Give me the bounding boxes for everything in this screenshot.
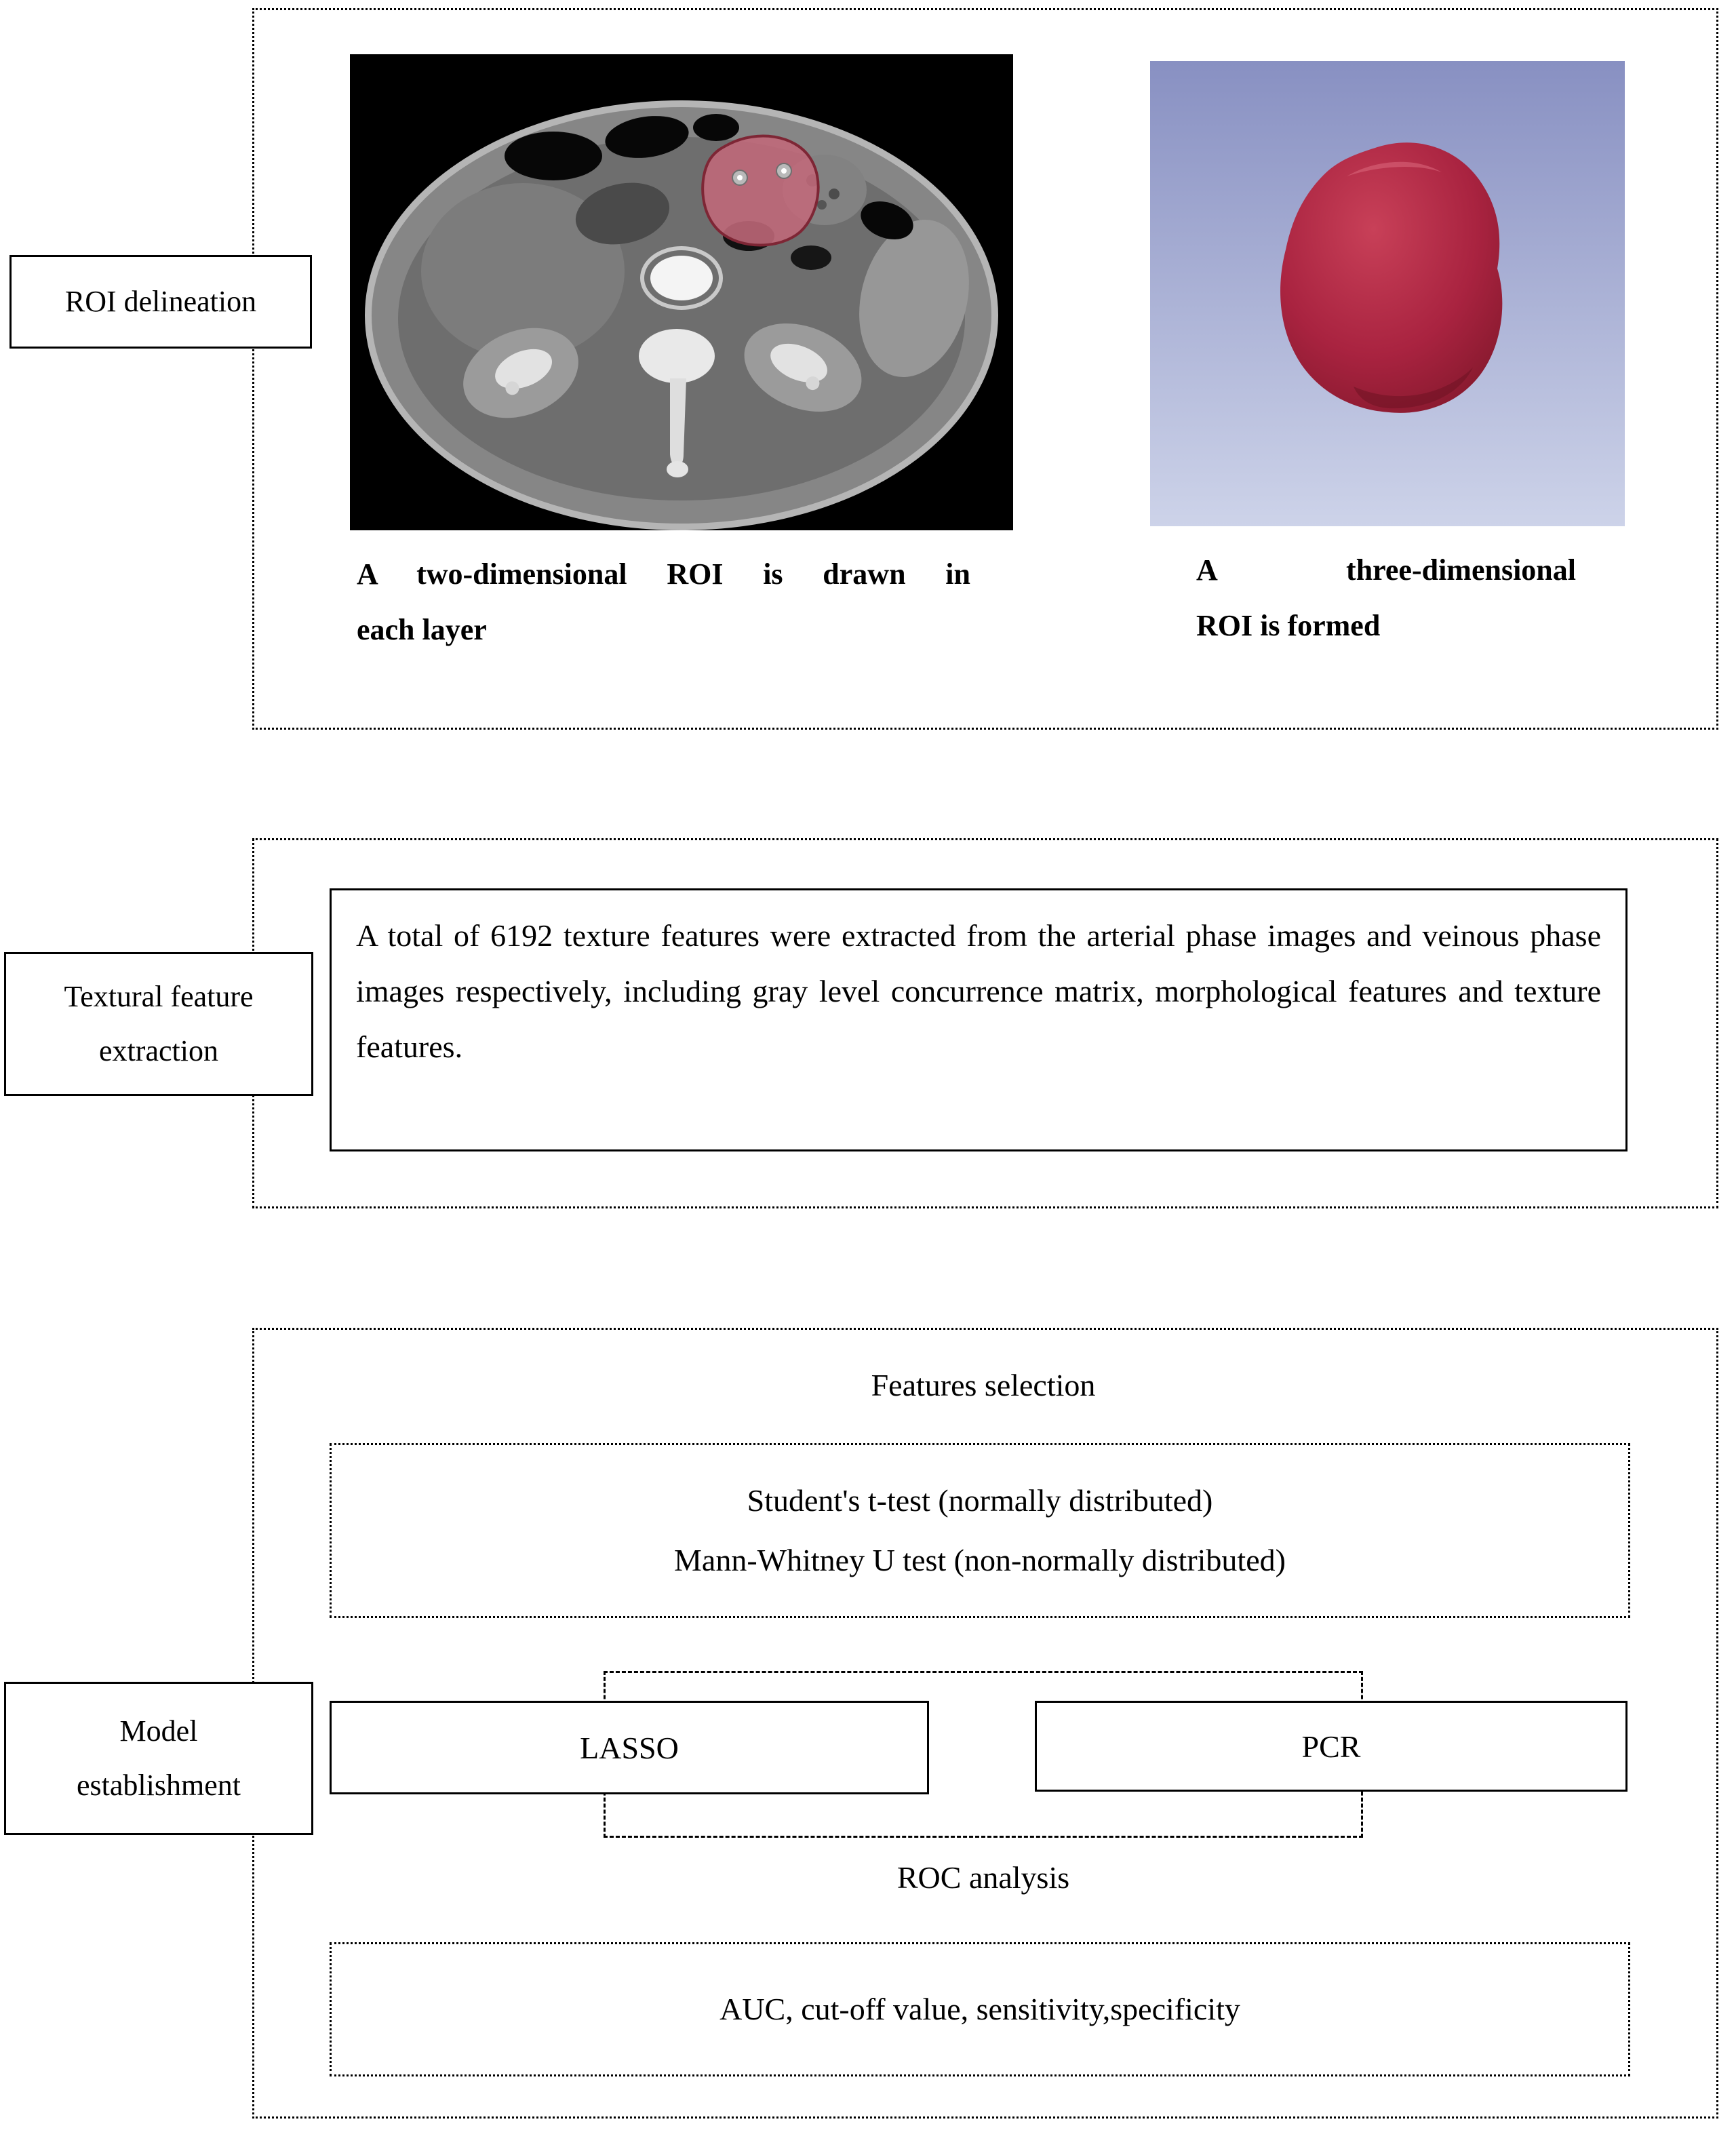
roi-2d-overlay	[703, 136, 818, 245]
texture-extraction-label-box	[4, 952, 313, 1096]
caption-2d	[357, 547, 970, 658]
lasso-label: LASSO	[580, 1730, 679, 1765]
caption-3d-line1: A three-dimensional	[1196, 553, 1576, 587]
roc-analysis-title: ROC analysis	[896, 1860, 1070, 1895]
roi-3d-image	[1150, 61, 1625, 526]
caption-2d-line1: A two-dimensional ROI is drawn in	[357, 557, 970, 591]
model-establishment-label-box	[4, 1682, 313, 1835]
metrics-box	[330, 1942, 1630, 2076]
statistical-tests-box	[330, 1443, 1630, 1618]
ct-axial-image	[350, 54, 1013, 530]
caption-2d-line2: each layer	[357, 613, 487, 646]
pcr-label: PCR	[1301, 1729, 1361, 1764]
texture-label-line2: extraction	[99, 1034, 218, 1067]
roi-3d-svg	[1150, 61, 1625, 526]
pcr-box	[1035, 1701, 1628, 1792]
texture-label-line1: Textural feature	[64, 980, 254, 1013]
texture-description-text: A total of 6192 texture features were extracted from the arterial phase images and veinous phase images respectively, including gray level concurrence matrix, morphological features and texture features.	[356, 918, 1601, 1064]
features-selection-title: Features selection	[871, 1368, 1096, 1402]
lasso-box	[330, 1701, 929, 1794]
caption-3d-line2: ROI is formed	[1196, 609, 1381, 642]
ct-axial-svg	[350, 54, 1013, 530]
model-label-line2: establishment	[77, 1769, 241, 1802]
model-label-line1: Model	[119, 1714, 198, 1748]
ttest-line: Student's t-test (normally distributed)	[747, 1483, 1213, 1518]
mann-whitney-line: Mann-Whitney U test (non-normally distributed)	[674, 1543, 1286, 1577]
roi-delineation-label: ROI delineation	[64, 285, 257, 318]
texture-description-box	[330, 888, 1628, 1151]
caption-3d	[1196, 543, 1576, 654]
metrics-text: AUC, cut-off value, sensitivity,specificity	[719, 1992, 1240, 2026]
roi-delineation-label-box	[9, 255, 312, 349]
